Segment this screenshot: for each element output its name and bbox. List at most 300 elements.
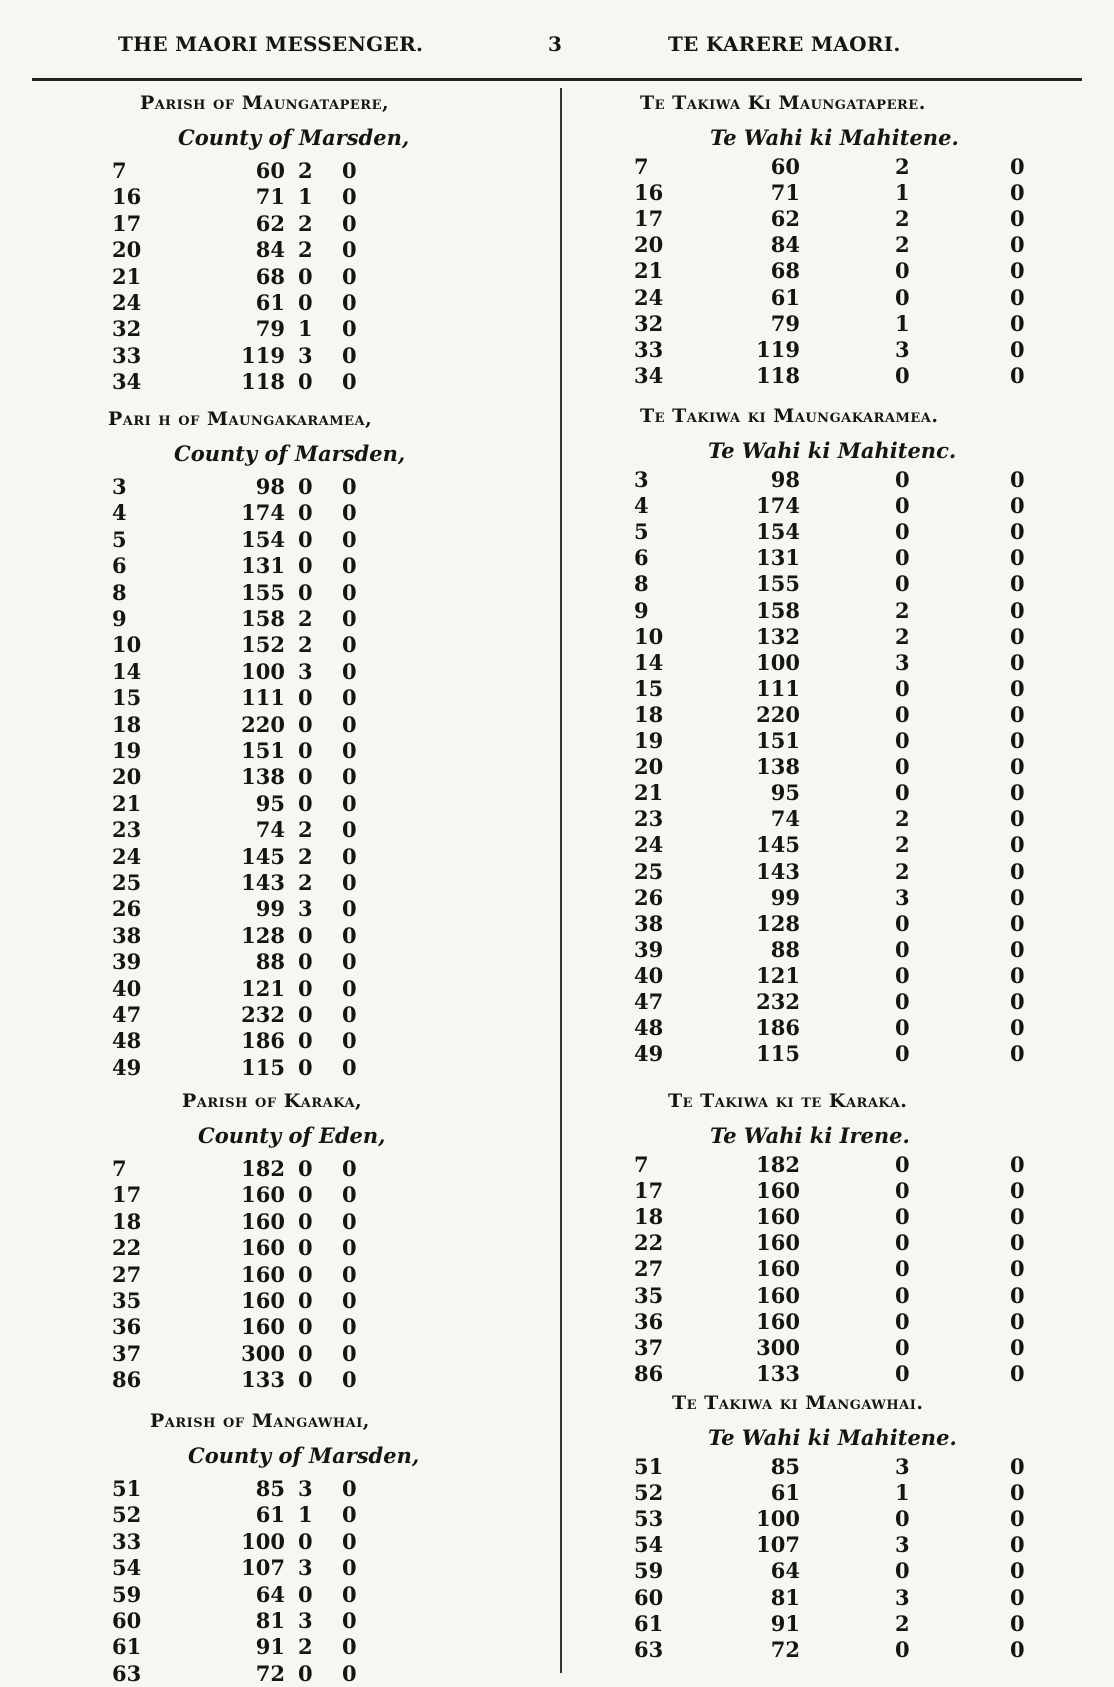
lot-number-cell: 3 [112, 474, 127, 499]
acres-cell: 154 [241, 526, 285, 552]
roods-cell: 0 [298, 685, 313, 711]
acres-cell: 100 [756, 1506, 800, 1532]
section-title: Te Takiwa Ki Maungatapere. [640, 92, 926, 114]
roods-cell: 0 [895, 1204, 910, 1230]
roods-cell: 0 [895, 989, 910, 1014]
lot-number-cell: 21 [112, 263, 142, 289]
roods-cell: 2 [298, 1634, 313, 1660]
lot-number-cell: 40 [634, 962, 664, 988]
lot-number-cell: 7 [634, 154, 649, 179]
acres-cell: 68 [770, 258, 800, 284]
lot-number-cell: 4 [634, 493, 649, 519]
table-row [0, 1661, 1114, 1687]
perches-cell: 0 [1010, 806, 1025, 832]
acres-cell: 160 [756, 1230, 800, 1256]
lot-number-cell: 54 [112, 1555, 142, 1581]
roods-cell: 0 [298, 1028, 313, 1054]
perches-cell: 0 [342, 738, 357, 763]
table-row [0, 1309, 1114, 1335]
perches-cell: 0 [342, 526, 357, 552]
lot-number-cell: 54 [634, 1532, 664, 1558]
perches-cell: 0 [342, 1156, 357, 1181]
roods-cell: 3 [895, 649, 910, 675]
acres-cell: 138 [241, 764, 285, 790]
acres-cell: 61 [255, 290, 285, 315]
roods-cell: 2 [298, 237, 313, 263]
perches-cell: 0 [342, 1002, 357, 1027]
table-row [0, 545, 1114, 571]
lot-number-cell: 53 [634, 1506, 664, 1532]
roods-cell: 0 [895, 728, 910, 753]
roods-cell: 3 [298, 1555, 313, 1581]
table-row [0, 232, 1114, 258]
roods-cell: 0 [298, 949, 313, 975]
table-row [0, 598, 1114, 624]
roods-cell: 0 [298, 1182, 313, 1208]
lot-number-cell: 17 [634, 1178, 664, 1204]
roods-cell: 2 [298, 817, 313, 843]
perches-cell: 0 [1010, 936, 1025, 962]
perches-cell: 0 [1010, 1308, 1025, 1334]
table-row [0, 493, 1114, 519]
lot-number-cell: 20 [634, 754, 664, 780]
perches-cell: 0 [1010, 962, 1025, 988]
perches-cell: 0 [1010, 310, 1025, 336]
table-row [0, 832, 1114, 858]
lot-number-cell: 63 [634, 1636, 664, 1662]
roods-cell: 0 [298, 1367, 313, 1393]
table-row [0, 258, 1114, 284]
acres-cell: 300 [241, 1340, 285, 1366]
acres-cell: 107 [756, 1532, 800, 1558]
acres-cell: 118 [241, 369, 285, 395]
roods-cell: 3 [298, 342, 313, 368]
perches-cell: 0 [342, 342, 357, 368]
table-row [0, 754, 1114, 780]
roods-cell: 0 [298, 263, 313, 289]
acres-cell: 115 [756, 1041, 800, 1067]
table-row [0, 1283, 1114, 1309]
perches-cell: 0 [342, 843, 357, 869]
lot-number-cell: 32 [634, 310, 664, 336]
roods-cell: 0 [895, 467, 910, 492]
perches-cell: 0 [1010, 754, 1025, 780]
perches-cell: 0 [1010, 910, 1025, 936]
roods-cell: 0 [298, 290, 313, 315]
lot-number-cell: 36 [634, 1308, 664, 1334]
acres-cell: 154 [756, 519, 800, 545]
table-row [0, 937, 1114, 963]
acres-cell: 61 [770, 284, 800, 310]
roods-cell: 1 [298, 316, 313, 342]
lot-number-cell: 10 [634, 623, 664, 649]
roods-cell: 0 [895, 936, 910, 962]
roods-cell: 0 [895, 1558, 910, 1584]
lot-number-cell: 33 [112, 342, 142, 368]
table-row [0, 1204, 1114, 1230]
table-row [0, 676, 1114, 702]
lot-number-cell: 17 [112, 1182, 142, 1208]
acres-cell: 131 [241, 553, 285, 579]
lot-number-cell: 39 [634, 936, 664, 962]
acres-cell: 138 [756, 754, 800, 780]
perches-cell: 0 [342, 949, 357, 975]
lot-number-cell: 23 [112, 817, 142, 843]
perches-cell: 0 [342, 1502, 357, 1528]
lot-number-cell: 14 [112, 658, 142, 684]
perches-cell: 0 [1010, 780, 1025, 806]
acres-cell: 133 [756, 1360, 800, 1386]
roods-cell: 0 [895, 780, 910, 806]
roods-cell: 0 [895, 1636, 910, 1662]
table-row [0, 206, 1114, 232]
perches-cell: 0 [1010, 154, 1025, 179]
lot-number-cell: 6 [112, 553, 127, 579]
perches-cell: 0 [342, 817, 357, 843]
acres-cell: 145 [756, 832, 800, 858]
acres-cell: 132 [756, 623, 800, 649]
perches-cell: 0 [1010, 832, 1025, 858]
roods-cell: 0 [298, 764, 313, 790]
acres-cell: 85 [255, 1476, 285, 1501]
perches-cell: 0 [342, 1340, 357, 1366]
lot-number-cell: 59 [112, 1581, 142, 1607]
acres-cell: 71 [255, 184, 285, 210]
acres-cell: 160 [756, 1282, 800, 1308]
lot-number-cell: 14 [634, 649, 664, 675]
acres-cell: 160 [241, 1235, 285, 1261]
lot-number-cell: 37 [112, 1340, 142, 1366]
acres-cell: 79 [255, 316, 285, 342]
roods-cell: 0 [895, 701, 910, 727]
perches-cell: 0 [1010, 1360, 1025, 1386]
acres-cell: 128 [756, 910, 800, 936]
table-row [0, 650, 1114, 676]
table-row [0, 885, 1114, 911]
acres-cell: 155 [756, 571, 800, 597]
roods-cell: 0 [895, 1256, 910, 1282]
perches-cell: 0 [1010, 258, 1025, 284]
perches-cell: 0 [342, 1367, 357, 1393]
table-row [0, 702, 1114, 728]
lot-number-cell: 8 [634, 571, 649, 597]
acres-cell: 143 [241, 870, 285, 895]
perches-cell: 0 [1010, 1610, 1025, 1636]
perches-cell: 0 [342, 290, 357, 315]
table-row [0, 1361, 1114, 1387]
roods-cell: 0 [298, 1314, 313, 1340]
perches-cell: 0 [1010, 597, 1025, 623]
lot-number-cell: 86 [112, 1367, 142, 1393]
section-subtitle: County of Marsden, [174, 441, 406, 466]
lot-number-cell: 6 [634, 545, 649, 571]
roods-cell: 2 [895, 597, 910, 623]
acres-cell: 121 [756, 962, 800, 988]
acres-cell: 160 [756, 1178, 800, 1204]
perches-cell: 0 [1010, 1282, 1025, 1308]
roods-cell: 2 [895, 232, 910, 258]
perches-cell: 0 [1010, 1454, 1025, 1479]
roods-cell: 0 [298, 922, 313, 948]
acres-cell: 160 [241, 1208, 285, 1234]
section-subtitle: County of Marsden, [178, 125, 410, 150]
lot-number-cell: 23 [634, 806, 664, 832]
acres-cell: 61 [770, 1480, 800, 1506]
roods-cell: 0 [298, 1340, 313, 1366]
roods-cell: 0 [298, 975, 313, 1001]
acres-cell: 84 [770, 232, 800, 258]
section-title: Pari h of Maungakaramea, [108, 408, 373, 430]
lot-number-cell: 38 [112, 922, 142, 948]
acres-cell: 160 [756, 1204, 800, 1230]
acres-cell: 174 [756, 493, 800, 519]
perches-cell: 0 [1010, 493, 1025, 519]
perches-cell: 0 [1010, 989, 1025, 1014]
perches-cell: 0 [1010, 623, 1025, 649]
acres-cell: 68 [255, 263, 285, 289]
acres-cell: 62 [770, 206, 800, 232]
section-title: Parish of Karaka, [182, 1090, 363, 1112]
lot-number-cell: 5 [634, 519, 649, 545]
acres-cell: 88 [255, 949, 285, 975]
lot-number-cell: 34 [112, 369, 142, 395]
roods-cell: 0 [298, 738, 313, 763]
lot-number-cell: 9 [112, 606, 127, 631]
lot-number-cell: 27 [112, 1261, 142, 1287]
table-row [0, 1637, 1114, 1663]
perches-cell: 0 [1010, 284, 1025, 310]
lot-number-cell: 18 [112, 711, 142, 737]
perches-cell: 0 [1010, 1015, 1025, 1041]
acres-cell: 98 [255, 474, 285, 499]
table-row [0, 1480, 1114, 1506]
roods-cell: 0 [895, 1152, 910, 1177]
lot-number-cell: 39 [112, 949, 142, 975]
acres-cell: 160 [241, 1182, 285, 1208]
roods-cell: 0 [895, 362, 910, 388]
acres-cell: 158 [756, 597, 800, 623]
acres-cell: 100 [241, 1528, 285, 1554]
lot-number-cell: 16 [112, 184, 142, 210]
perches-cell: 0 [342, 975, 357, 1001]
acres-cell: 160 [241, 1288, 285, 1313]
lot-number-cell: 10 [112, 632, 142, 658]
perches-cell: 0 [1010, 232, 1025, 258]
lot-number-cell: 61 [112, 1634, 142, 1660]
table-row [0, 1152, 1114, 1178]
roods-cell: 3 [298, 658, 313, 684]
roods-cell: 0 [895, 1360, 910, 1386]
page-number: 3 [548, 32, 563, 56]
section-subtitle: Te Wahi ki Mahitenc. [708, 438, 957, 463]
table-row [0, 467, 1114, 493]
roods-cell: 2 [895, 206, 910, 232]
perches-cell: 0 [342, 632, 357, 658]
acres-cell: 158 [241, 606, 285, 631]
roods-cell: 3 [895, 884, 910, 910]
roods-cell: 2 [895, 1610, 910, 1636]
acres-cell: 182 [241, 1156, 285, 1181]
lot-number-cell: 48 [634, 1015, 664, 1041]
acres-cell: 61 [255, 1502, 285, 1528]
perches-cell: 0 [1010, 1558, 1025, 1584]
lot-number-cell: 36 [112, 1314, 142, 1340]
lot-number-cell: 51 [112, 1476, 142, 1501]
acres-cell: 300 [756, 1334, 800, 1360]
roods-cell: 0 [298, 553, 313, 579]
perches-cell: 0 [342, 316, 357, 342]
lot-number-cell: 63 [112, 1660, 142, 1686]
roods-cell: 0 [895, 1308, 910, 1334]
acres-cell: 151 [241, 738, 285, 763]
roods-cell: 3 [298, 1476, 313, 1501]
perches-cell: 0 [342, 158, 357, 183]
lot-number-cell: 25 [112, 870, 142, 895]
acres-cell: 99 [255, 896, 285, 922]
table-row [0, 1611, 1114, 1637]
roods-cell: 0 [298, 1660, 313, 1686]
lot-number-cell: 52 [634, 1480, 664, 1506]
section-title: Parish of Mangawhai, [150, 1410, 370, 1432]
roods-cell: 0 [298, 579, 313, 605]
lot-number-cell: 32 [112, 316, 142, 342]
lot-number-cell: 9 [634, 597, 649, 623]
lot-number-cell: 20 [112, 237, 142, 263]
lot-number-cell: 38 [634, 910, 664, 936]
roods-cell: 1 [298, 184, 313, 210]
acres-cell: 152 [241, 632, 285, 658]
lot-number-cell: 35 [634, 1282, 664, 1308]
perches-cell: 0 [1010, 675, 1025, 701]
perches-cell: 0 [342, 579, 357, 605]
lot-number-cell: 26 [112, 896, 142, 922]
table-row [0, 911, 1114, 937]
table-row [0, 1256, 1114, 1282]
acres-cell: 95 [255, 790, 285, 816]
lot-number-cell: 27 [634, 1256, 664, 1282]
perches-cell: 0 [1010, 649, 1025, 675]
roods-cell: 0 [895, 545, 910, 571]
roods-cell: 0 [895, 1334, 910, 1360]
table-row [0, 1041, 1114, 1067]
lot-number-cell: 4 [112, 500, 127, 526]
lot-number-cell: 33 [112, 1528, 142, 1554]
perches-cell: 0 [1010, 701, 1025, 727]
acres-cell: 128 [241, 922, 285, 948]
lot-number-cell: 8 [112, 579, 127, 605]
roods-cell: 0 [298, 1261, 313, 1287]
roods-cell: 3 [298, 1608, 313, 1633]
perches-cell: 0 [1010, 1152, 1025, 1177]
roods-cell: 0 [298, 500, 313, 526]
acres-cell: 186 [756, 1015, 800, 1041]
acres-cell: 88 [770, 936, 800, 962]
section-subtitle: Te Wahi ki Irene. [710, 1123, 910, 1148]
table-row [0, 963, 1114, 989]
roods-cell: 0 [895, 571, 910, 597]
perches-cell: 0 [342, 184, 357, 210]
roods-cell: 0 [895, 284, 910, 310]
table-row [0, 989, 1114, 1015]
acres-cell: 119 [241, 342, 285, 368]
perches-cell: 0 [342, 1634, 357, 1660]
acres-cell: 186 [241, 1028, 285, 1054]
table-row [0, 154, 1114, 180]
acres-cell: 85 [770, 1454, 800, 1479]
roods-cell: 0 [895, 258, 910, 284]
lot-number-cell: 17 [112, 210, 142, 236]
lot-number-cell: 60 [112, 1608, 142, 1633]
perches-cell: 0 [1010, 467, 1025, 492]
roods-cell: 2 [298, 210, 313, 236]
acres-cell: 145 [241, 843, 285, 869]
perches-cell: 0 [342, 1261, 357, 1287]
roods-cell: 0 [895, 754, 910, 780]
acres-cell: 232 [241, 1002, 285, 1027]
lot-number-cell: 21 [112, 790, 142, 816]
lot-number-cell: 47 [112, 1002, 142, 1027]
roods-cell: 2 [895, 623, 910, 649]
acres-cell: 98 [770, 467, 800, 492]
lot-number-cell: 61 [634, 1610, 664, 1636]
lot-number-cell: 24 [634, 284, 664, 310]
table-row [0, 1585, 1114, 1611]
acres-cell: 143 [756, 858, 800, 884]
table-row [0, 1230, 1114, 1256]
perches-cell: 0 [1010, 571, 1025, 597]
roods-cell: 0 [298, 1002, 313, 1027]
lot-number-cell: 18 [634, 1204, 664, 1230]
lot-number-cell: 24 [112, 843, 142, 869]
table-row [0, 571, 1114, 597]
roods-cell: 0 [298, 474, 313, 499]
acres-cell: 220 [756, 701, 800, 727]
perches-cell: 0 [1010, 1178, 1025, 1204]
acres-cell: 119 [756, 336, 800, 362]
roods-cell: 3 [895, 1584, 910, 1610]
lot-number-cell: 19 [112, 738, 142, 763]
acres-cell: 151 [756, 728, 800, 753]
roods-cell: 2 [895, 832, 910, 858]
lot-number-cell: 40 [112, 975, 142, 1001]
perches-cell: 0 [1010, 336, 1025, 362]
roods-cell: 2 [895, 858, 910, 884]
roods-cell: 1 [895, 1480, 910, 1506]
perches-cell: 0 [342, 685, 357, 711]
roods-cell: 0 [298, 369, 313, 395]
acres-cell: 64 [255, 1581, 285, 1607]
acres-cell: 232 [756, 989, 800, 1014]
perches-cell: 0 [1010, 728, 1025, 753]
roods-cell: 0 [298, 1208, 313, 1234]
header-rule [32, 78, 1082, 81]
roods-cell: 0 [298, 1288, 313, 1313]
perches-cell: 0 [1010, 1256, 1025, 1282]
lot-number-cell: 20 [112, 764, 142, 790]
table-row [0, 363, 1114, 389]
table-row [0, 859, 1114, 885]
perches-cell: 0 [342, 553, 357, 579]
perches-cell: 0 [1010, 1230, 1025, 1256]
acres-cell: 60 [255, 158, 285, 183]
lot-number-cell: 5 [112, 526, 127, 552]
roods-cell: 3 [895, 1454, 910, 1479]
roods-cell: 0 [298, 1235, 313, 1261]
perches-cell: 0 [342, 1208, 357, 1234]
table-row [0, 780, 1114, 806]
roods-cell: 0 [895, 1015, 910, 1041]
perches-cell: 0 [342, 764, 357, 790]
